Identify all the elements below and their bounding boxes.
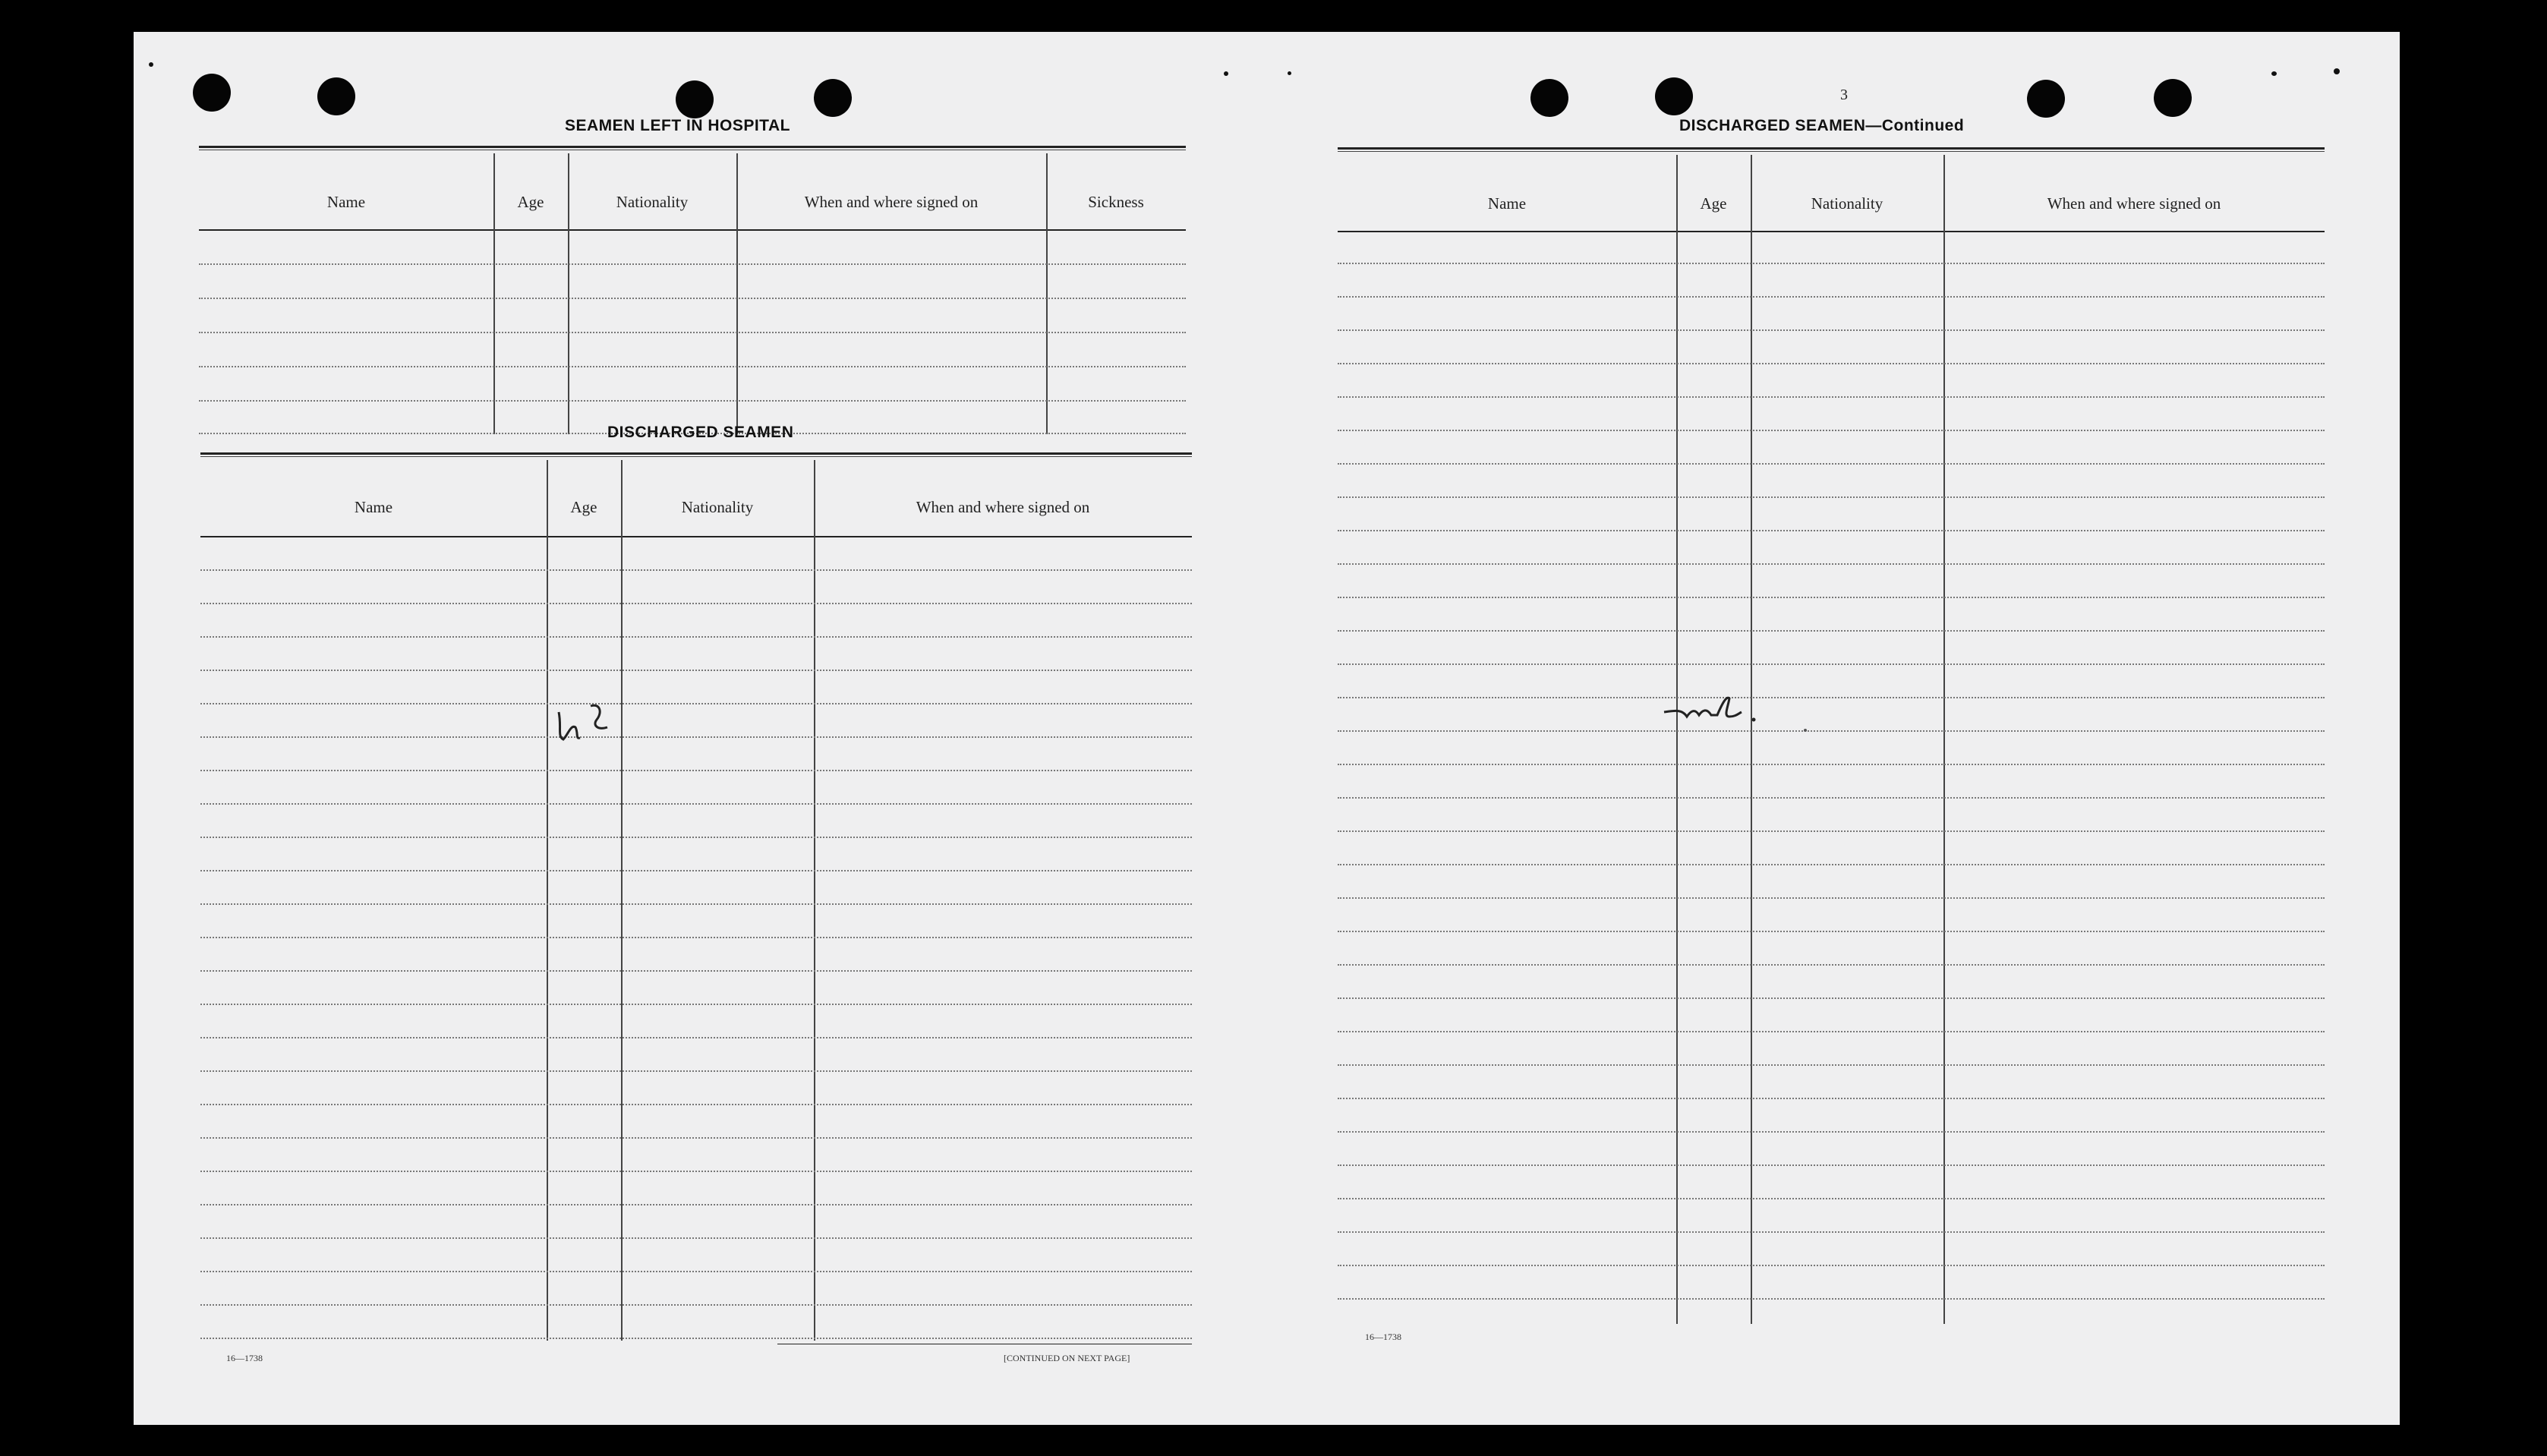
entry-row-line — [199, 263, 1186, 265]
document-sheet — [134, 32, 2400, 1425]
entry-row-line — [199, 332, 1186, 333]
entry-row-line — [1338, 329, 2325, 331]
entry-row-line — [1338, 730, 2325, 732]
column-divider — [568, 153, 569, 434]
column-header-age: Age — [570, 498, 597, 516]
entry-row-line — [200, 1137, 1192, 1139]
entry-row-line — [1338, 1031, 2325, 1032]
entry-row-line — [1338, 997, 2325, 999]
entry-row-line — [1338, 1265, 2325, 1266]
ink-speck — [149, 62, 153, 67]
discharged-continued-table — [1338, 147, 2325, 1362]
punch-hole — [2027, 80, 2065, 118]
entry-row-line — [1338, 931, 2325, 932]
entry-row-line — [200, 736, 1192, 738]
entry-row-line — [200, 1004, 1192, 1005]
column-divider — [621, 460, 623, 1341]
entry-row-line — [1338, 663, 2325, 665]
ink-speck — [2271, 71, 2277, 76]
entry-row-line — [1338, 1298, 2325, 1300]
continued-note: [CONTINUED ON NEXT PAGE] — [1004, 1353, 1130, 1363]
punch-hole — [317, 77, 355, 115]
punch-hole — [1530, 79, 1568, 117]
header-rule — [200, 536, 1192, 537]
form-code: 16—1738 — [226, 1353, 263, 1363]
entry-row-line — [200, 903, 1192, 905]
entry-row-line — [1338, 830, 2325, 832]
hospital-table — [199, 146, 1186, 434]
continued-title-suffix: —Continued — [1865, 117, 1965, 134]
ink-speck — [2334, 68, 2340, 74]
entry-row-line — [199, 366, 1186, 367]
entry-row-line — [1338, 530, 2325, 531]
entry-row-line — [200, 937, 1192, 938]
entry-row-line — [1338, 764, 2325, 765]
column-divider — [814, 460, 815, 1341]
entry-row-line — [200, 870, 1192, 871]
entry-row-line — [1338, 964, 2325, 966]
entry-row-line — [1338, 797, 2325, 799]
entry-row-line — [200, 1070, 1192, 1072]
entry-row-line — [1338, 1098, 2325, 1099]
ink-speck — [1224, 71, 1228, 76]
handwritten-mark — [1660, 689, 1811, 735]
entry-row-line — [1338, 430, 2325, 431]
table-top-rule — [200, 452, 1192, 455]
entry-row-line — [200, 636, 1192, 638]
discharged-table — [200, 452, 1192, 1363]
entry-row-line — [1338, 396, 2325, 398]
entry-row-line — [200, 1037, 1192, 1038]
entry-row-line — [1338, 296, 2325, 298]
column-header-name: Name — [326, 193, 366, 211]
punch-hole — [676, 80, 714, 118]
column-divider — [547, 460, 548, 1341]
header-rule — [199, 229, 1186, 231]
entry-row-line — [200, 569, 1192, 571]
punch-hole — [1655, 77, 1693, 115]
table-top-rule-thin — [200, 456, 1192, 457]
entry-row-line — [200, 670, 1192, 671]
page-number: 3 — [1840, 87, 1848, 103]
entry-row-line — [199, 298, 1186, 299]
entry-row-line — [1338, 563, 2325, 565]
entry-row-line — [200, 837, 1192, 838]
punch-hole — [2154, 79, 2192, 117]
handwritten-mark — [553, 697, 621, 750]
discharged-title: DISCHARGED SEAMEN — [607, 424, 794, 441]
entry-row-line — [200, 603, 1192, 604]
entry-row-line — [200, 1237, 1192, 1239]
column-header-signed-on: When and where signed on — [916, 498, 1090, 516]
ink-speck — [1288, 71, 1291, 75]
entry-row-line — [200, 1338, 1192, 1339]
column-header-age: Age — [1700, 194, 1727, 213]
table-top-rule — [1338, 147, 2325, 150]
table-top-rule-thin — [1338, 151, 2325, 152]
hospital-title: SEAMEN LEFT IN HOSPITAL — [565, 117, 790, 134]
header-rule — [1338, 231, 2325, 232]
column-divider — [493, 153, 495, 434]
entry-row-line — [1338, 1064, 2325, 1066]
entry-row-line — [1338, 630, 2325, 632]
entry-row-line — [1338, 363, 2325, 364]
form-code: 16—1738 — [1365, 1332, 1401, 1342]
column-header-name: Name — [354, 498, 393, 516]
column-header-sickness: Sickness — [1088, 193, 1144, 211]
entry-row-line — [200, 1204, 1192, 1205]
entry-row-line — [200, 1304, 1192, 1306]
column-divider — [1046, 153, 1048, 434]
continued-title-main: DISCHARGED SEAMEN — [1679, 117, 1866, 134]
column-header-nationality: Nationality — [681, 498, 754, 516]
entry-row-line — [1338, 864, 2325, 865]
entry-row-line — [1338, 496, 2325, 498]
entry-row-line — [1338, 1198, 2325, 1199]
column-header-name: Name — [1487, 194, 1527, 213]
entry-row-line — [199, 400, 1186, 402]
column-header-nationality: Nationality — [616, 193, 689, 211]
entry-row-line — [200, 970, 1192, 972]
column-divider — [736, 153, 738, 434]
entry-row-line — [1338, 1164, 2325, 1166]
column-header-signed-on: When and where signed on — [2047, 194, 2221, 213]
entry-row-line — [1338, 697, 2325, 698]
entry-row-line — [200, 803, 1192, 805]
column-header-nationality: Nationality — [1811, 194, 1883, 213]
entry-row-line — [1338, 263, 2325, 264]
punch-hole — [814, 79, 852, 117]
entry-row-line — [200, 1171, 1192, 1172]
entry-row-line — [1338, 897, 2325, 899]
entry-row-line — [200, 1271, 1192, 1272]
entry-row-line — [200, 770, 1192, 771]
column-header-age: Age — [517, 193, 544, 211]
table-top-rule — [199, 146, 1186, 148]
entry-row-line — [200, 1104, 1192, 1105]
entry-row-line — [200, 703, 1192, 704]
punch-hole — [193, 74, 231, 112]
continued-title — [1679, 117, 1964, 135]
entry-row-line — [1338, 1231, 2325, 1233]
entry-row-line — [1338, 463, 2325, 465]
entry-row-line — [1338, 1131, 2325, 1133]
column-header-signed-on: When and where signed on — [804, 193, 979, 211]
entry-row-line — [1338, 597, 2325, 598]
